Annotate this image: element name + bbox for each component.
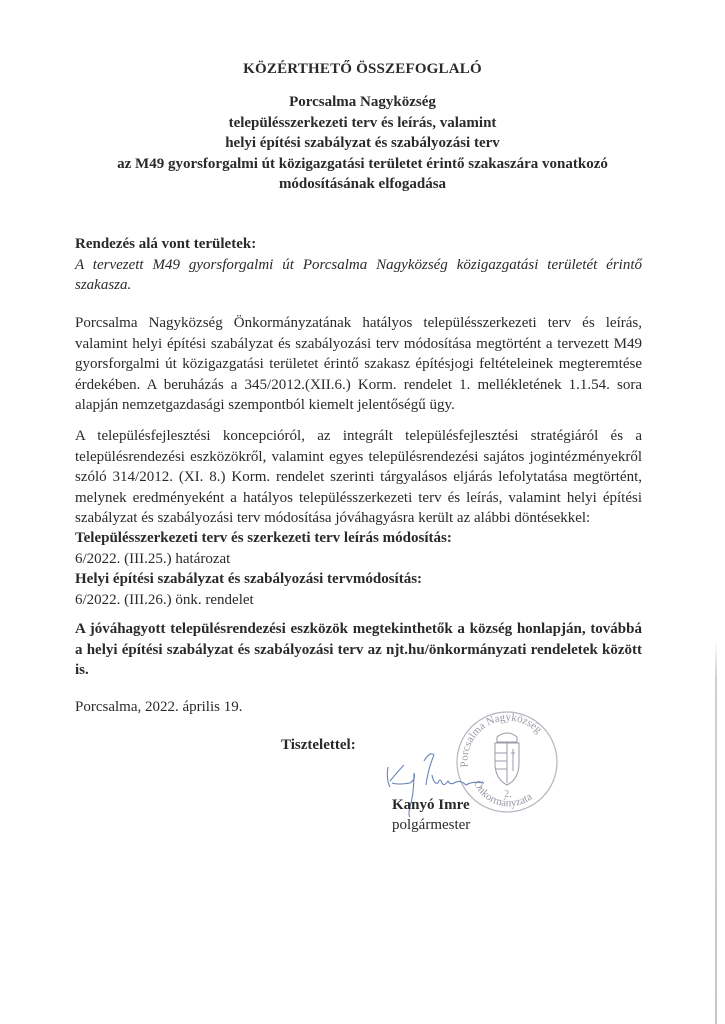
heading-line: módosításának elfogadása [278,176,447,192]
decision-label: Helyi építési szabályzat és szabályozási tervmódosítás: [75,571,423,587]
paragraph-procedure [75,426,642,529]
signer-name: Kanyó Imre [392,797,470,813]
areas-text-line: A tervezett M49 gyorsforgalmi út Porcsalma Nagyközség közigazgatási területét érintő [75,256,642,273]
paragraph-line: településrendezési eszközökről, valamint egyes településrendezési sajátos jogintézményekről [75,448,642,465]
decision-label: Településszerkezeti terv és szerkezeti terv leírás módosítás: [75,530,452,546]
paragraph-amendment [75,313,642,416]
paragraph-line: érdekében. A beruházás a 345/2012.(XII.6.) Korm. rendelet 1. mellékletének 1.1.54. sora [75,376,642,393]
decisions-list [75,528,642,610]
heading-line: az M49 gyorsforgalmi út közigazgatási területet érintő szakaszára vonatkozó [117,155,608,172]
paragraph-line: valamint helyi építési szabályzat és szabályozási terv módosítása megtörtént a tervezett M49 [75,335,642,352]
stamp-text-top: Porcsalma Nagyközség [458,711,545,768]
decision-value: 6/2022. (III.26.) önk. rendelet [75,591,254,608]
scan-edge-line [715,640,717,1024]
place-and-date: Porcsalma, 2022. április 19. [75,699,243,715]
greeting: Tisztelettel: [281,737,356,753]
areas-text-line: szakasza. [75,277,132,293]
areas-section [75,234,642,296]
stamp-text-bottom: Önkormányzata [470,778,535,810]
notice-line: is. [75,662,89,678]
notice-line: a helyi építési szabályzat és szabályozási terv az njt.hu/önkormányzati rendeletek között [75,641,642,658]
availability-notice [75,619,642,681]
signer-title: polgármester [392,817,471,833]
document-heading [60,92,665,195]
stamp-number: 2. [504,789,512,800]
paragraph-line: szabályzat és szabályozási terv módosítása jóváhagyásra került az alábbi döntésekkel: [75,510,591,526]
paragraph-line: Porcsalma Nagyközség Önkormányzatának hatályos településszerkezeti terv és leírás, [75,315,642,331]
paragraph-line: szóló 314/2012. (XI. 8.) Korm. rendelet szerinti tárgyalásos eljárás lefolytatása megtörtént, [75,469,642,485]
paragraph-line: A településfejlesztési koncepcióról, az integrált településfejlesztési stratégiáról és a [75,428,642,444]
decision-value: 6/2022. (III.25.) határozat [75,550,231,567]
notice-line: A jóváhagyott településrendezési eszközök megtekinthetők a község honlapján, továbbá [75,621,642,637]
document-title: KÖZÉRTHETŐ ÖSSZEFOGLALÓ [243,61,482,77]
areas-label: Rendezés alá vont területek: [75,236,257,252]
heading-line: helyi építési szabályzat és szabályozási terv [225,135,500,151]
paragraph-line: gyorsforgalmi út közigazgatási területet érintő szakasz építésjogi feltételeinek megteremtése [75,356,642,372]
heading-line: Porcsalma Nagyközség [289,94,436,110]
paragraph-line: alapján nemzetgazdasági szempontból kiemelt jelentőségű ügy. [75,397,455,413]
paragraph-line: melynek eredményeként a hatályos településszerkezeti terv és leírás, valamint helyi építési [75,489,642,506]
heading-line: településszerkezeti terv és leírás, valamint [228,114,497,131]
